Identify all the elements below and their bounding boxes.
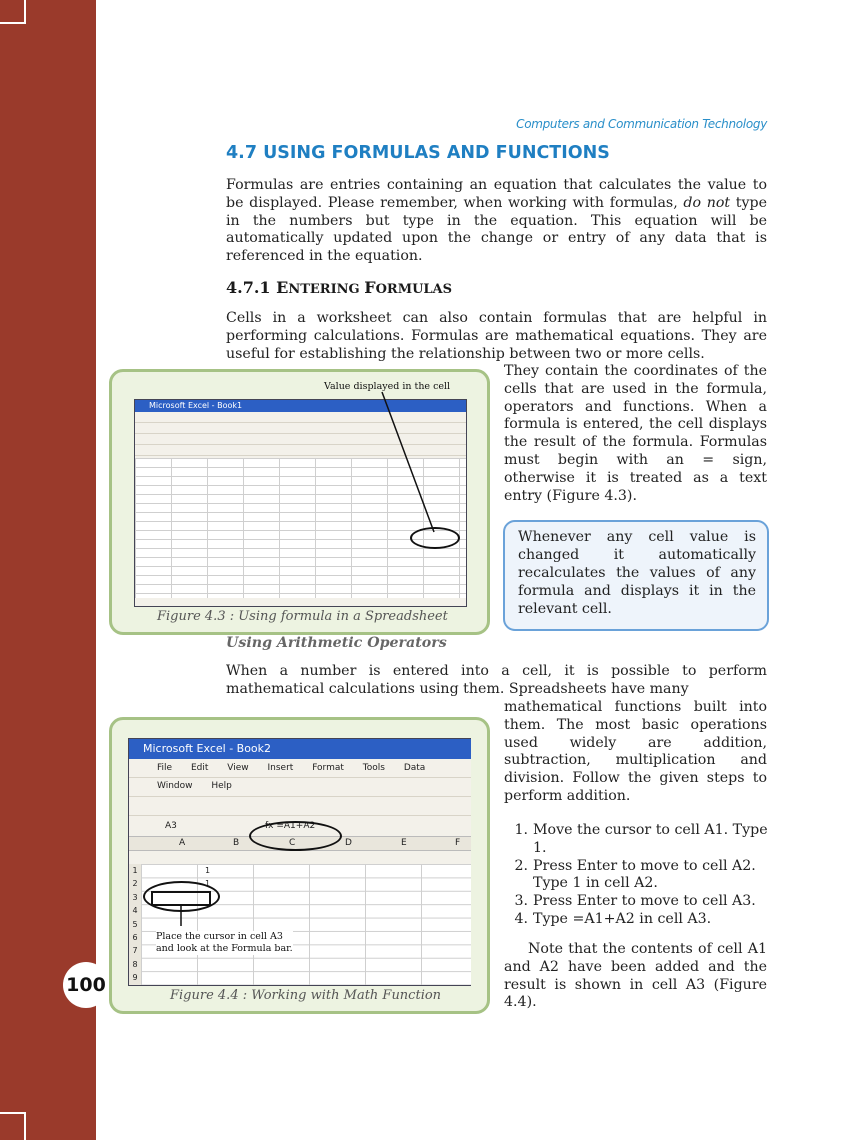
formulas-paragraph-continued: They contain the coordinates of the cells that are used in the formula, operators and functions. When a formula is entered, the cell displays the result of the formula. Formulas must begin with an = sign, otherwise it is treated as a text entry (Figure 4.3). xyxy=(504,363,767,504)
figure-4-4-cell-a2: 1 xyxy=(205,879,211,888)
figure-4-4 xyxy=(109,717,490,1014)
figure-4-4-cell-a1: 1 xyxy=(205,866,211,875)
emphasis-do-not: do not xyxy=(683,194,731,211)
running-head: Computers and Communication Technology xyxy=(516,117,767,131)
figure-4-3 xyxy=(109,369,490,635)
figure-4-3-pointer xyxy=(112,372,487,632)
figure-4-4-annotation: Place the cursor in cell A3 and look at the Formula bar. xyxy=(156,931,293,954)
figure-4-4-name-box: A3 xyxy=(165,821,177,831)
section-title: 4.7 USING FORMULAS AND FUNCTIONS xyxy=(226,143,610,163)
crop-mark-top xyxy=(0,0,26,24)
operators-paragraph-continued: mathematical functions built into them. The most basic operations used widely are addition, subtraction, multiplication and division. Follow the given steps to perform addition. xyxy=(504,699,767,804)
figure-4-4-window-title: Microsoft Excel - Book2 xyxy=(129,739,471,759)
arithmetic-operators-heading: Using Arithmetic Operators xyxy=(226,635,447,651)
subsection-title: 4.7.1 ENTERING FORMULAS xyxy=(226,278,453,297)
crop-mark-bottom xyxy=(0,1112,26,1140)
operators-paragraph: When a number is entered into a cell, it is possible to perform mathematical calculations using them. Spreadsheets have many xyxy=(226,663,767,697)
figure-4-3-window-title: Microsoft Excel - Book1 xyxy=(135,400,466,412)
figure-4-3-highlight-oval xyxy=(410,527,460,549)
note-paragraph: Note that the contents of cell A1 and A2 have been added and the result is shown in cell A3 (Figure 4.4). xyxy=(504,941,767,1011)
figure-4-3-annotation: Value displayed in the cell xyxy=(324,381,451,392)
list-item: 3. Press Enter to move to cell A3. xyxy=(514,893,756,910)
callout-text: Whenever any cell value is changed it automatically recalculates the values of any formula and displays it in the relevant cell. xyxy=(518,529,756,617)
figure-4-4-menu-bar: File Edit View Insert Format Tools Data Window Help xyxy=(129,759,471,778)
list-item: 4. Type =A1+A2 in cell A3. xyxy=(514,910,712,927)
figure-4-4-pointer xyxy=(112,720,487,1011)
figure-4-3-caption: Figure 4.3 : Using formula in a Spreadsheet xyxy=(157,609,448,624)
figure-4-4-row-headers: 1 2 3 4 5 6 7 8 9 xyxy=(129,864,141,985)
list-item: 1. Move the cursor to cell A1. Type 1. xyxy=(514,822,768,856)
figure-4-4-caption: Figure 4.4 : Working with Math Function xyxy=(170,988,442,1003)
figure-4-4-formula-text: fx =A1+A2 xyxy=(265,821,316,831)
list-item: 2. Press Enter to move to cell A2. Type 1 in cell A2. xyxy=(514,857,756,892)
intro-paragraph: Formulas are entries containing an equation that calculates the value to be displayed. Please remember, when working with formulas, do not type in the numbers but type in the equation. This equation will be automatically updated upon the change or entry of any data that is referenced in the equation. xyxy=(226,177,767,265)
page-number: 100 xyxy=(63,962,109,1008)
addition-steps-list xyxy=(508,822,770,929)
formulas-paragraph: Cells in a worksheet can also contain formulas that are helpful in performing calculations. Formulas are mathematical equations. They are useful for establishing the relationship between two or more cells. xyxy=(226,310,767,362)
info-callout xyxy=(503,520,769,631)
figure-4-4-column-headers: A B C D E F xyxy=(129,837,471,851)
